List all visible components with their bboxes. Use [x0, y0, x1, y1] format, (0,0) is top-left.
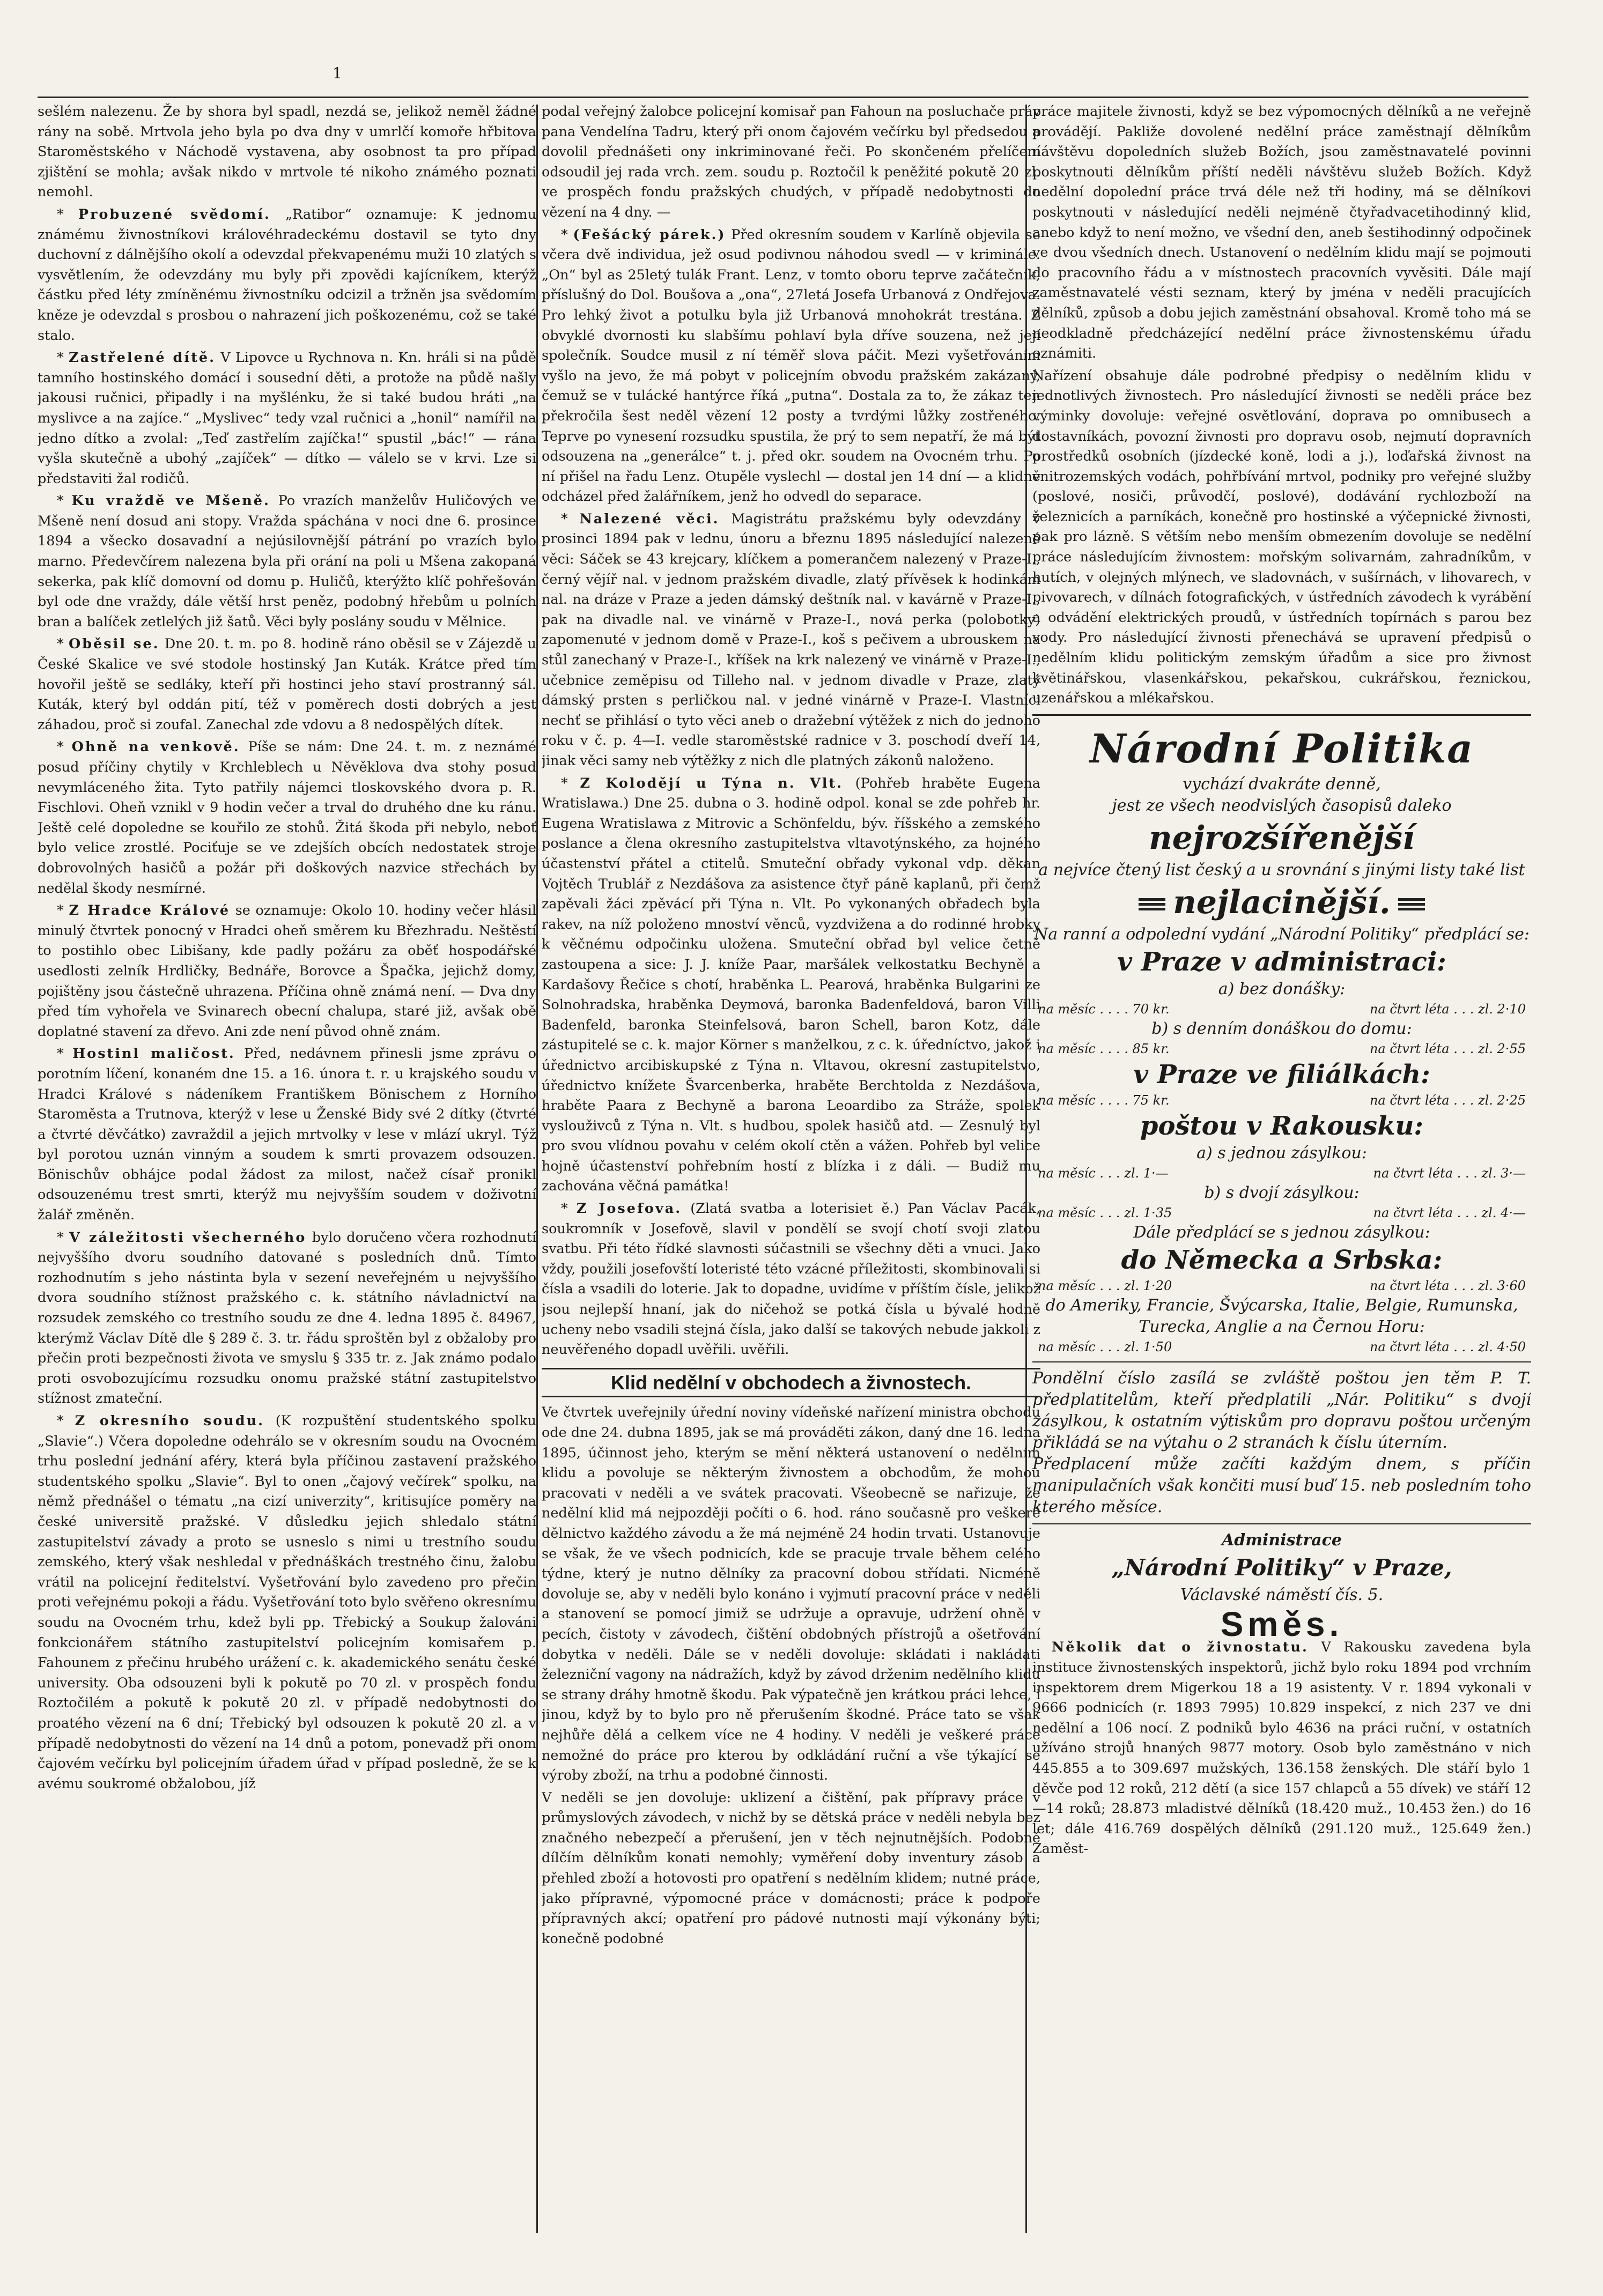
article-text: V Lipovce u Rychnova n. Kn. hráli si na půdě tamního hostinského domácí i sousední děti, a protože na půdě našly jakousi ručnici, připadly i na myšlénku, že si také budou hráti „na myslivce a na zajíce.“ „Myslivec“ tedy vzal ručnici a „honil“ namířil na jedno dítko a zvolal: „Teď zastřelím zajíčka!“ spustil „bác!“ — rána vyšla skutečně a ubohý „zajíček“ — dítko — válelo se v krvi. Lze si představiti žal rodičů.	[38, 350, 536, 487]
subscription-advert	[1032, 714, 1531, 1606]
section-headline: Klid nedělní v obchodech a živnostech.	[542, 1368, 1040, 1398]
article-paragraph: * Z Hradce Králové se oznamuje: Okolo 10. hodiny večer hlásil minulý čtvrtek ponocný v Hradci oheň směrem ku Březhradu. Neštěstí to postihlo obec Libišany, kde padly požáru za oběť hospodářské usedlosti zelník Hrdličky, Bednáře, Borovce a Špačka, jejichž domy, pojištěny jsou částečně uhrazena. Příčina ohně známá není. — Dva dny před tím vyhořela ve Svinarech obecní chalupa, staré již, avšak obě doplatné stavení za dřevo. Ani zde není původ ohně znám.	[38, 902, 536, 1040]
article-text: se oznamuje: Okolo 10. hodiny večer hlásil minulý čtvrtek ponocný v Hradci oheň směrem ku Březhradu. Neštěstí to postihlo obec Libišany, kde padly požáru za oběť hospodářské usedlosti zelník Hrdličky, Bednáře, Borovce a Špačka, jejichž domy, pojištěny jsou částečně uhrazena. Příčina ohně známá není. — Dva dny před tím vyhořela ve Svinarech obecní chalupa, staré již, avšak obě doplatné stavení za dřevo. Ani zde není původ ohně znám.	[38, 902, 536, 1040]
article-lead: Nalezené věci.	[579, 510, 720, 527]
article-lead: Z Kolodějí u Týna n. Vlt.	[580, 775, 844, 791]
price-row: na měsíc . . . zl. 1·20 na čtvrt léta . . . zl. 3·60	[1038, 1278, 1526, 1293]
article-paragraph	[38, 102, 536, 203]
article-text: bylo doručeno včera rozhodnutí nejvyššího dvoru soudního datované s posledních dnů. Tímto rozhodnutím s jeho nástinta byla v sezení neveřejném u nejvyššího dvora soudního stížnost pražského c. k. státního návladnictví na rozsudek zemského co trestního soudu ze dne 4. ledna 1895 č. 84967, kterýmž Václav Dítě dle § 289 č. 3. tr. řádu sproštěn byl z obžaloby pro přečin proti bezpečnosti života ve smyslu § 335 tr. z. Jak známo podalo proti osvobozujícímu rozsudku onomu pražské státní zastupitelstvo stížnost zmateční.	[38, 1229, 536, 1407]
article-paragraph: * Z Josefova. (Zlatá svatba a loterisiet ě.) Pan Václav Pacák, soukromník v Josefově, slavil v pondělí se svojí chotí svoji zlatou svatbu. Při této řídké slavnosti súčastnili se všechny děti a vnuci. Jako vždy, použili josefovští loteristé této vzácné příležitosti, skombinovali si čísla a vsadili do loterie. Jak to dopadne, uvidíme v příštím čísle, jelikož jsou nejlepší hnaní, jak do ničehož se potká čísla u bývalé hodně ucheny nebo vsadili stejná čísla, jako další se takových nebude jakkoli z neuvěřeného dopadl uvěřili. uvěřili.	[542, 1201, 1040, 1358]
article-text: Dne 20. t. m. po 8. hodině ráno oběsil se v Zájezdě u České Skalice ve své stodole hostinský Jan Kuták. Krátce před tím hovořil ještě se sedláky, kteří při hostinci jeho staví prostranný sál. Kuták, který byl oddán pití, též v poměrech dosti dobrých a jest záhadou, proč si zoufal. Zanechal zde vdovu a 8 nedospělých dítek.	[38, 636, 536, 733]
page-mark: 1	[333, 64, 342, 82]
article-text: Píše se nám: Dne 24. t. m. z neznámé posud příčiny chytily v Krchleblech u Něvěklova dva stohy posud nevymláceného žita. Tyto patřily nájemci tloskovského dvora p. R. Fischlovi. Oheň vznikl v 9 hodin večer a trval do druhého dne ku ránu. Ještě celé dopoledne se kouřilo ze stohů. Žitá škoda při nebylo, neboť bylo velice zrostlé. Pociťuje se ve zdejších obcích nedostatek stroje dobrovolných hasičů a požár při doškových nazvice střechách by nedělal škody nesmírné.	[38, 739, 536, 897]
advert-cheapest-text: nejlacinější.	[1173, 883, 1391, 921]
ornament-bars-icon	[1398, 898, 1425, 911]
article-paragraph: * (Fešácký párek.) Před okresním soudem v Karlíně objevila se včera dvě individua, jež osud podivnou náhodou svedl — v kriminále. „On“ byl as 25letý tulák Frant. Lenz, v tomto oboru teprve začátečník, příslušný do Dol. Boušova a „ona“, 27letá Josefa Urbanová z Ondřejova. Pro lehký život a potulku byla již Urbanová mnohokrát trestána. Z obvyklé dvornosti ku slabšímu pohlaví byla dříve souzena, než její společník. Soudce musil z ní téměř slova páčit. Mezi vyšetřováním vyšlo na jevo, že má pobyt v policejním obvodu pražském zakázaný, čemuž se v tulácké hantýrce říká „putna“. Dostala za to, že zákaz ten překročila šest neděl vězení 12 posty a tvrdými lůžky zostřeného. Teprve po vynesení rozsudku spustila, že prý to sem nepatří, že má být odsouzena na „generálce“ t. j. před okr. soudem na Ovocném trhu. Po ní přišel na řadu Lenz. Otupěle vyslechl — dostal jen 14 dní — a klidně odcházel před žalářníkem, jenž ho odvedl do separace.	[542, 226, 1040, 505]
article-paragraph: * Nalezené věci. Magistrátu pražskému byly odevzdány v prosinci 1894 pak v lednu, únoru a březnu 1895 následující nalezené věci: Sáček se 43 krejcary, klíčkem a pomerančem nalezený v Praze-I., černý vějíř nal. v jednom pražském divadle, zlatý přívěsek k hodinkám nal. na dráze v Praze a jeden dámský deštník nal. v kavárně v Praze-I., pak na divadle nal. ve vinárně v Praze-I., nová perka (polobotky) zapomenuté v jednom domě v Praze-I., koš s pečivem a ubrouskem na stůl zanechaný v Praze-I., kříšek na krk nalezený ve vinárně v Praze-I., učebnice zeměpisu od Tilleho nal. v jednom divadle v Praze, zlatý dámský prsten s perličkou nal. v jedné vinárně v Praze-I. Vlastníci nechť se přihlásí o tyto věci aneb o dražební výtěžek z nich do jednoho roku v č. p. 4—I. vedle staroměstské radnice v 3. poschodí dveří 14, jinak věci samy neb výtěžky z nich dle platných zákonů naloženo.	[542, 510, 1040, 769]
advert-line: a nejvíce čtený list český a u srovnání s jinými listy také list	[1038, 860, 1525, 879]
advert-headline-cheapest	[1032, 881, 1531, 924]
advert-admin-name: „Národní Politiky“ v Praze,	[1111, 1554, 1452, 1581]
article-paragraph	[1032, 1638, 1531, 1860]
advert-subsection: a) bez donášky:	[1218, 979, 1346, 998]
article-paragraph	[1032, 366, 1531, 709]
article-text: (Zlatá svatba a loterisiet ě.) Pan Václav Pacák, soukromník v Josefově, slavil v pondělí se svojí chotí svoji zlatou svatbu. Při této řídké slavnosti súčastnili se všechny děti a vnuci. Jako vždy, použili josefovští loteristé této vzácné příležitosti, skombinovali si čísla a vsadili do loterie. Jak to dopadne, uvidíme v příštím čísle, jelikož jsou nejlepší hnaní, jak do ničehož se potká čísla u bývalé hodně ucheny nebo vsadili stejná čísla, jako další se takových nebude jakkoli z neuvěřeného dopadl uvěřili. uvěřili.	[542, 1201, 1040, 1358]
column-3-articles	[1032, 102, 1531, 709]
advert-section: do Německa a Srbska:	[1121, 1245, 1443, 1275]
ornament-bars-icon	[1139, 898, 1165, 911]
article-text: Před, nedávnem přinesli jsme zprávu o porotním líčení, konaném dne 15. a 16. února t. r. u krajského soudu v Hradci Králové s nádeníkem Františkem Bönischem z Horního Staroměsta a Trutnova, kterýž v lese u Ženské Bidy své 2 dítky (čtvrté a čtvrté děvčátko) zavraždil a jejich mrtvolky v lese v mlází ukryl. Týž byl porotou uznán vinným a soudem k smrti provazem odsouzen. Bönischův obhájce podal žádost za milost, načež císař pronikl odsouzenému trest smrti, kterýž mu nejvyšším soudem v doživotní žalář změněn.	[38, 1046, 536, 1224]
article-paragraph	[542, 1788, 1040, 1950]
column-2	[542, 102, 1040, 2236]
article-lead: Hostinl maličost.	[72, 1046, 235, 1062]
article-lead: Z okresního soudu.	[75, 1413, 264, 1429]
advert-admin-address: Václavské náměstí čís. 5.	[1180, 1585, 1384, 1604]
advert-title: Národní Politika	[1089, 725, 1474, 772]
article-lead: Oběsil se.	[69, 636, 160, 653]
article-lead: Probuzené svědomí.	[78, 206, 271, 223]
section-title-smes: Směs.	[1220, 1604, 1343, 1643]
price-row: na měsíc . . . . 75 kr. na čtvrt léta . . . zl. 2·25	[1038, 1092, 1526, 1108]
advert-line: Dále předplácí se s jednou zásylkou:	[1133, 1223, 1430, 1242]
article-text: práce majitele živnosti, když se bez výpomocných dělníků a ne veřejně provádějí. Pakliže dovolené nedělní práce zaměstnají dělníkům návštěvu dopoledních služeb Božích, jsou zaměstnavatelé povinni poskytnouti dělníkům příští neděli návštěvu služeb Božích. Když nedělní dopolední práce trvá déle než tři hodiny, má se dělníkovi poskytnouti v následující neděli nejméně čtyřadvacetihodinný klid, anebo když to není možno, ve všední den, aneb šestihodinný odpočinek ve dvou všedních dnech. Ustanovení o nedělním klidu mají se pojmouti do pracovního řádu a v místnostech pracovních vyvěsiti. Dále mají zaměstnavatelé vésti seznam, který by jména v neděli pracujících dělníků, způsob a dobu jejich zaměstnání obsahoval. Kromě toho má se neodkladně předcházející nedělní práce živnostenskému úřadu oznámiti.	[1032, 103, 1531, 362]
article-paragraph: * Z Kolodějí u Týna n. Vlt. (Pohřeb hraběte Eugena Wratislawa.) Dne 25. dubna o 3. hodině odpol. konal se zde pohřeb hr. Eugena Wratislawa z Mitrovic a Schönfeldu, býv. říšského a zemského poslance a člena okresního zastupitelstva vltavotýnského, za hojného účastenství přátel a ctitelů. Smuteční obřady vykonal vdp. děkan Vojtěch Trublář z Nezdášova za asistence čtyř páně kaplanů, při čemž zapěvali žáci zpěvácí při Týna n. Vlt. Po vykonaných obřadech byla rakev, na níž položeno mnoství věnců, vyzdvižena a do rodinné hrobky k věčnému odpočinku uložena. Smuteční obřad byl velice četně zastoupena a sice: J. J. kníže Paar, maršálek velkostatku Bechyně a Kardašovy Řečice s chotí, hraběnka L. Pearová, hraběnka Bulgarini ze Solnohradska, hraběnka Deymová, baronka Badenfeldová, baron Villi Badenfeld, baronka Steinfelsová, baron Schell, baron Kotz, dále zástupitelé se c. k. major Körner s manželkou, z c. k. úředníctvo, jakož i úřednictvo arcibiskupské z Týna n. Vltavou, okresní zastupitelstvo, úřednictvo knížete Švarcenberka, hraběte Berchtolda z Nezdášova, hraběte Paara z Bechyně a barona Leoardibo za Stráže, spolek vyslouživců z Týna n. Vlt. s hudbou, spolek hasičů atd. — Zesnulý byl pro svou vlídnou povahu v celém okolí ctěn a vážen. Pohřeb byl velice hojně účastenství pohřebním hostí z blízka i z dáli. — Budiž mu zachována věčná památka!	[542, 775, 1040, 1195]
column-3	[1032, 102, 1531, 2236]
price-row: na měsíc . . . . 70 kr. na čtvrt léta . . . zl. 2·10	[1038, 1001, 1526, 1017]
article-lead: (Fešácký párek.)	[573, 226, 726, 243]
article-paragraph	[1032, 102, 1531, 364]
article-paragraph: * Probuzené svědomí. „Ratibor“ oznamuje: K jednomu známému živnostníkovi královéhradeckému dostavil se tyto dny duchovní z dálnějšího okolí a odevzdal překvapenému muži 10 zlatých s vysvětlením, že odevzdány mu byly při zpovědi kajícníkem, kterýž částku před léty zmíněnému živnostníku odcizil a tržněn jsa svědomím kněze je odevzdal s prosbou o nahrazení jich poškozenému, což se také stalo.	[38, 206, 536, 344]
article-lead: Z Josefova.	[576, 1201, 682, 1217]
price-row: na měsíc . . . zl. 1·— na čtvrt léta . . . zl. 3·—	[1038, 1165, 1526, 1181]
advert-subsection: b) s dvojí zásylkou:	[1204, 1183, 1360, 1202]
article-text: Nařízení obsahuje dále podrobné předpisy o nedělním klidu v jednotlivých živnostech. Pro následující živnosti se neděli práce bez výminky dovoluje: veřejné osvětlování, doprava po omnibusech a dostavníkách, povozní živnosti pro dopravu osob, nejmutí dopravních prostředků osobních (jízdecké koně, lodi a j.), loďařská živnost na vnitrozemských vodách, pohřbívání mrtvol, podniky pro veřejné služby (poslové, nosiči, průvodčí, poslové), dodávání rychlozboží na železnicích a parníkách, konečně pro hostinské a výčepnické živnosti, pak pro lázně. S větším nebo menším obmezením dovoluje se nedělní práce následujícím živnostem: mořským solivarnám, zahradníkům, v hutích, v olejných mlýnech, ve sladovnách, v sušírnách, v lihovarech, v pivovarech, v dílnách fotografických, v ústředních závodech k vyrábění a odvádění elektrických proudů, v ústředních topírnách s parou bez vody. Pro následující živnosti přenechává se upravení předpisů o nedělním klidu politickým zemským úřadům a sice pro živnost květinářskou, vlasenkářskou, pekařskou, cukrářskou, řeznickou, uzenářskou a mlékařskou.	[1032, 367, 1531, 707]
advert-rule	[1032, 1361, 1531, 1362]
article-text: podal veřejný žalobce policejní komisař pan Fahoun na posluchače práv pana Vendelína Tadru, který při onom čajovém večírku byl předsedou a dovolil přednášeti ony inkriminované řeči. Po skončeném přelíčení odsoudil jej rada vrch. zem. soudu p. Roztočil k peněžité pokutě 20 zl. ve prospěch fondu pražských chudých, v případě nedobytnosti do vězení na 4 dny. —	[542, 103, 1040, 220]
price-row: na měsíc . . . zl. 1·50 na čtvrt léta . . . zl. 4·50	[1038, 1339, 1526, 1354]
advert-subsection: a) s jednou zásylkou:	[1196, 1143, 1367, 1162]
article-text: Před okresním soudem v Karlíně objevila se včera dvě individua, jež osud podivnou náhodou svedl — v kriminále. „On“ byl as 25letý tulák Frant. Lenz, v tomto oboru teprve začátečník, příslušný do Dol. Boušova a „ona“, 27letá Josefa Urbanová z Ondřejova. Pro lehký život a potulku byla již Urbanová mnohokrát trestána. Z obvyklé dvornosti ku slabšímu pohlaví byla dříve souzena, než její společník. Soudce musil z ní téměř slova páčit. Mezi vyšetřováním vyšlo na jevo, že má pobyt v policejním obvodu pražském zakázaný, čemuž se v tulácké hantýrce říká „putna“. Dostala za to, že zákaz ten překročila šest neděl vězení 12 posty a tvrdými lůžky zostřeného. Teprve po vynesení rozsudku spustila, že prý to sem nepatří, že má být odsouzena na „generálce“ t. j. před okr. soudem na Ovocném trhu. Po ní přišel na řadu Lenz. Otupěle vyslechl — dostal jen 14 dní — a klidně odcházel před žalářníkem, jenž ho odvedl do separace.	[542, 226, 1040, 505]
advert-admin: Administrace	[1222, 1530, 1342, 1550]
article-paragraph: * Ku vraždě ve Mšeně. Po vrazích manželův Huličových ve Mšeně není dosud ani stopy. Vražda spáchána v noci dne 6. prosince 1894 a všecko dosavadní a nejúsilovnější pátrání po vrazích bylo marno. Předevčírem nalezena byla při orání na poli u Mšena zakopaná sekerka, pak klíč domovní od domu p. Huličů, kterýžto klíč pohřešován byl ode dne vraždy, dále větší hrst peněz, podobný hřebům u polních bran a balíček zetlelých již šatů. Věci byly poslány soudu v Mělnice.	[38, 493, 536, 630]
advert-section: poštou v Rakousku:	[1140, 1110, 1424, 1141]
article-paragraph: * V záležitosti všecherného bylo doručeno včera rozhodnutí nejvyššího dvoru soudního datované s posledních dnů. Tímto rozhodnutím s jeho nástinta byla v sezení neveřejném u nejvyššího dvora soudního stížnost pražského c. k. státního návladnictví na rozsudek zemského co trestního soudu ze dne 4. ledna 1895 č. 84967, kterýmž Václav Dítě dle § 289 č. 3. tr. řádu sproštěn byl z obžaloby pro přečin proti bezpečnosti života ve smyslu § 335 tr. z. Jak známo podalo proti osvobozujícímu rozsudku onomu pražské státní zastupitelstvo stížnost zmateční.	[38, 1229, 536, 1407]
article-lead: Několik dat o živnostatu.	[1052, 1639, 1309, 1656]
advert-line: do Ameriky, Francie, Švýcarska, Italie, Belgie, Rumunska, Turecka, Anglie a na Černou Horu:	[1045, 1295, 1518, 1336]
article-paragraph: * Hostinl maličost. Před, nedávnem přinesli jsme zprávu o porotním líčení, konaném dne 15. a 16. února t. r. u krajského soudu v Hradci Králové s nádeníkem Františkem Bönischem z Horního Staroměsta a Trutnova, kterýž v lese u Ženské Bidy své 2 dítky (čtvrté a čtvrté děvčátko) zavraždil a jejich mrtvolky v lese v mlází ukryl. Týž byl porotou uznán vinným a soudem k smrti provazem odsouzen. Bönischův obhájce podal žádost za milost, načež císař pronikl odsouzenému trest smrti, kterýž mu nejvyšším soudem v doživotní žalář změněn.	[38, 1046, 536, 1224]
price-row: na měsíc . . . zl. 1·35 na čtvrt léta . . . zl. 4·—	[1038, 1205, 1526, 1220]
article-paragraph: * Z okresního soudu. (K rozpuštění studentského spolku „Slavie“.) Včera dopoledne odehrálo se v okresním soudu na Ovocném trhu poslední jednání aféry, která byla příčinou zastavení pražského studentského spolku „Slavie“. Byl to onen „čajový večírek“ spolku, na němž přednášel o tématu „na cizí univerzity“, kritisujíce poměry na české universitě pražské. V důsledku jejich shledalo státní zastupitelství závady a proto se usneslo s nimi u trestního soudu zemského, který však neshledal v přednáškách trestného činu, žalobu vrátil na policejní ředitelství. Vyšetřování bylo zavedeno pro přečin proti veřejnému pokoji a řádu. Vyšetřování toto bylo svěřeno okresnímu soudu na Ovocném trhu, kdež byli pp. Třebický a Soukup žalováni fonkcionářem státního zastupitelství policejním komisařem p. Fahounem z přečinu hrubého urážení c. k. akademického senátu české university. Oba odsouzeni byli k pokutě po 70 zl. v prospěch fondu Roztočilém a pokutě k pokutě 20 zl. v případě nedobytnosti do proatého vězení na 6 dní; Třebický byl odsouzen k pokutě 20 zl. a v případě nedobytnosti do vězení na 14 dnů a potom, ponevadž při onom čajovém večírku byl policejním úřadem úřad v případ posledně, že se k avému soukromé obžalobou, jíž	[38, 1413, 536, 1792]
article-lead: Z Hradce Králové	[69, 902, 231, 919]
article-lead: Ohně na venkově.	[71, 739, 240, 756]
top-rule	[38, 97, 1528, 98]
article-paragraph	[542, 102, 1040, 223]
article-text: V Rakousku zavedena byla instituce živnostenských inspektorů, jichž bylo roku 1894 pod vrchním inspektorem drem Migerkou 18 a 19 asistenty. V r. 1894 vykonali v 9666 podnicích (r. 1893 7995) 10.829 inspekcí, z nich 237 ve dni nedělní a 106 nocí. Z podniků bylo 4636 na práci ruční, v ostatních užíváno strojů hnaných 9877 motory. Osob bylo zaměstnáno v nich 445.855 a to 309.697 mužských, 136.158 ženských. Dle stáří bylo 1 děvče pod 12 roků, 212 dětí (a sice 157 chlapců a 55 dívek) ve stáří 12—14 roků; 28.873 mladistvé dělníků (18.420 muž., 10.453 žen.) do 16 let; dále 416.769 dospělých dělníků (291.120 muž., 125.649 žen.) Zaměst-	[1032, 1639, 1531, 1857]
column-rule-1	[536, 105, 538, 2233]
article-paragraph	[542, 1403, 1040, 1786]
advert-note: Předplacení může začíti každým dnem, s příčin manipulačních však končiti musí buď 15. neb posledním toho kterého měsíce.	[1032, 1454, 1531, 1516]
article-paragraph: * Ohně na venkově. Píše se nám: Dne 24. t. m. z neznámé posud příčiny chytily v Krchleblech u Něvěklova dva stohy posud nevymláceného žita. Tyto patřily nájemci tloskovského dvora p. R. Fischlovi. Oheň vznikl v 9 hodin večer a trval do druhého dne ku ránu. Ještě celé dopoledne se kouřilo ze stohů. Žitá škoda při nebylo, neboť bylo velice zrostlé. Pociťuje se ve zdejších obcích nedostatek stroje dobrovolných hasičů a požár při doškových nazvice střechách by nedělal škody nesmírné.	[38, 739, 536, 897]
article-text: V neděli se jen dovoluje: uklizení a čištění, pak přípravy práce v průmyslových závodech, v nichž by se dětská práce v neděli nebyla bez značného nebezpečí a přerušení, jen v těch nejnutnějších. Podobně dílčím dělníkům konati nemohly; vyměření doby inventury zásob a přehled zboží a hotovosti pro opatření s nedělním klidem; nutné práce, jako přípravné, výpomocné práce v domácnosti; práce k podpoře přípravných akcí; opatření pro pádové nutnosti mají výkonány býti; konečně podobné	[542, 1789, 1040, 1947]
article-text: Ve čtvrtek uveřejnily úřední noviny vídeňské nařízení ministra obchodu ode dne 24. dubna 1895, jak se má prováděti zákon, daný dne 16. ledna 1895, účinnost jeho, kterým se mění některá ustanovení o nedělním klidu a povoluje se některým živnostem a obchodům, že mohou pracovati v neděli a ve svátek pracovati. Všeobecně se nařizuje, že nedělní klid má nejpozději počíti o 6. hod. ráno současně pro veškeré dělnictvo každého závodu a že má nejméně 24 hodin trvati. Ustanovuje se však, že ve všech podnicích, kde se pracuje trvale během celého týdne, který je nutno dělníky za pracovní dobou střídati. Nicméně dovoluje se, aby v neděli bylo konáno i vyjmutí pracovní práce v neděli a stanovení se pomocí jimiž se udržuje a opravuje, udržení ohně v pecích, čistoty v závodech, čištění obdobných přístrojů a ošetřování dobytka v neděli. Dále se v neděli dovoluje: skládati i nakládati železniční vagony na nádražích, když by závod drženim nedělního klidu se strany dráhy hmotně škodu. Pak výpatečně jen krátkou práci lehce, i jinou, když by to bylo pro ně přerušením škodné. Práce tato se však nejhůře dělá a celkem více ne 4 hodiny. V neděli je veškeré práce nemožné do práce pro kterou by odkládání ruční a vše týkající se výroby zboží, na trhu a podobné činnosti.	[542, 1404, 1040, 1784]
article-text: (Pohřeb hraběte Eugena Wratislawa.) Dne 25. dubna o 3. hodině odpol. konal se zde pohřeb hr. Eugena Wratislawa z Mitrovic a Schönfeldu, býv. říšského a zemského poslance a člena okresního zastupitelstva vltavotýnského, za hojného účastenství přátel a ctitelů. Smuteční obřady vykonal vdp. děkan Vojtěch Trublář z Nezdášova za asistence čtyř páně kaplanů, při čemž zapěvali žáci zpěvácí při Týna n. Vlt. Po vykonaných obřadech byla rakev, na níž položeno mnoství věnců, vyzdvižena a do rodinné hrobky k věčnému odpočinku uložena. Smuteční obřad byl velice četně zastoupena a sice: J. J. kníže Paar, maršálek velkostatku Bechyně a Kardašovy Řečice s chotí, hraběnka L. Pearová, hraběnka Bulgarini ze Solnohradska, hraběnka Deymová, baronka Badenfeldová, baron Villi Badenfeld, baronka Steinfelsová, baron Schell, baron Kotz, dále zástupitelé se c. k. major Körner s manželkou, z c. k. úředníctvo, jakož i úřednictvo arcibiskupské z Týna n. Vltavou, okresní zastupitelstvo, úřednictvo knížete Švarcenberka, hraběte Berchtolda z Nezdášova, hraběte Paara z Bechyně a barona Leoardibo za Stráže, spolek vyslouživců z Týna n. Vlt. s hudbou, spolek hasičů atd. — Zesnulý byl pro svou vlídnou povahu v celém okolí ctěn a vážen. Pohřeb byl velice hojně účastenství pohřebním hostí z blízka i z dáli. — Budiž mu zachována věčná památka!	[542, 775, 1040, 1195]
advert-line: jest ze všech neodvislých časopisů daleko	[1112, 796, 1452, 815]
article-lead: V záležitosti všecherného	[69, 1229, 307, 1246]
article-text: „Ratibor“ oznamuje: K jednomu známému živnostníkovi královéhradeckému dostavil se tyto dny duchovní z dálnějšího okolí a odevzdal překvapenému muži 10 zlatých s vysvětlením, že odevzdány mu byly při zpovědi kajícníkem, kterýž částku před léty zmíněnému živnostníku odcizil a tržněn jsa svědomím kněze je odevzdal s prosbou o nahrazení jich poškozenému, což se také stalo.	[38, 206, 536, 344]
advert-line: Na ranní a odpolední vydání „Národní Politiky“ předplácí se:	[1033, 924, 1530, 944]
advert-rule	[1032, 1523, 1531, 1524]
price-row: na měsíc . . . . 85 kr. na čtvrt léta . . . zl. 2·55	[1038, 1041, 1526, 1056]
advert-subsection: b) s denním donáškou do domu:	[1151, 1019, 1412, 1038]
article-text: Po vrazích manželův Huličových ve Mšeně není dosud ani stopy. Vražda spáchána v noci dne 6. prosince 1894 a všecko dosavadní a nejúsilovnější pátrání po vrazích bylo marno. Předevčírem nalezena byla při orání na poli u Mšena zakopaná sekerka, pak klíč domovní od domu p. Huličů, kterýžto klíč pohřešován byl ode dne vraždy, dále větší hrst peněz, podobný hřebům u polních bran a balíček zetlelých již šatů. Věci byly poslány soudu v Mělnice.	[38, 493, 536, 630]
article-text: Magistrátu pražskému byly odevzdány v prosinci 1894 pak v lednu, únoru a březnu 1895 následující nalezené věci: Sáček se 43 krejcary, klíčkem a pomerančem nalezený v Praze-I., černý vějíř nal. v jednom pražském divadle, zlatý přívěsek k hodinkám nal. na dráze v Praze a jeden dámský deštník nal. v kavárně v Praze-I., pak na divadle nal. ve vinárně v Praze-I., nová perka (polobotky) zapomenuté v jednom domě v Praze-I., koš s pečivem a ubrouskem na stůl zanechaný v Praze-I., kříšek na krk nalezený ve vinárně v Praze-I., učebnice zeměpisu od Tilleho nal. v jednom divadle v Praze, zlatý dámský prsten s perličkou nal. v jedné vinárně v Praze-I. Vlastníci nechť se přihlásí o tyto věci aneb o dražební výtěžek z nich do jednoho roku v č. p. 4—I. vedle staroměstské radnice v 3. poschodí dveří 14, jinak věci samy neb výtěžky z nich dle platných zákonů naloženo.	[542, 510, 1040, 769]
advert-section: v Praze v administraci:	[1117, 946, 1446, 977]
advert-note: Pondělní číslo zasílá se zvláště poštou jen těm P. T. předplatitelům, kteří předplatili „Nár. Politiku“ s dvojí zásylkou, k ostatním výtiskům pro dopravu poštou určeným přikládá se na výtahu o 2 stranách k číslu úterním.	[1032, 1368, 1531, 1452]
article-paragraph: * Zastřelené dítě. V Lipovce u Rychnova n. Kn. hráli si na půdě tamního hostinského domácí i sousední děti, a protože na půdě našly jakousi ručnici, připadly i na myšlénku, že si také budou hráti „na myslivce a na zajíce.“ „Myslivec“ tedy vzal ručnici a „honil“ namířil na jedno dítko a zvolal: „Teď zastřelím zajíčka!“ spustil „bác!“ — rána vyšla skutečně a ubohý „zajíček“ — dítko — válelo se v krvi. Lze si představiti žal rodičů.	[38, 350, 536, 487]
advert-line: vychází dvakráte denně,	[1183, 774, 1381, 794]
advert-section: v Praze ve filiálkách:	[1133, 1059, 1430, 1090]
article-paragraph: * Oběsil se. Dne 20. t. m. po 8. hodině ráno oběsil se v Zájezdě u České Skalice ve své stodole hostinský Jan Kuták. Krátce před tím hovořil ještě se sedláky, kteří při hostinci jeho staví prostranný sál. Kuták, který byl oddán pití, též v poměrech dosti dobrých a jest záhadou, proč si zoufal. Zanechal zde vdovu a 8 nedospělých dítek.	[38, 636, 536, 733]
column-1	[38, 102, 536, 2236]
article-text: (K rozpuštění studentského spolku „Slavie“.) Včera dopoledne odehrálo se v okresním soudu na Ovocném trhu poslední jednání aféry, která byla příčinou zastavení pražského studentského spolku „Slavie“. Byl to onen „čajový večírek“ spolku, na němž přednášel o tématu „na cizí univerzity“, kritisujíce poměry na české universitě pražské. V důsledku jejich shledalo státní zastupitelství závady a proto se usneslo s nimi u trestního soudu zemského, který však neshledal v přednáškách trestného činu, žalobu vrátil na policejní ředitelství. Vyšetřování bylo zavedeno pro přečin proti veřejnému pokoji a řádu. Vyšetřování toto bylo svěřeno okresnímu soudu na Ovocném trhu, kdež byli pp. Třebický a Soukup žalováni fonkcionářem státního zastupitelství policejním komisařem p. Fahounem z přečinu hrubého urážení c. k. akademického senátu české university. Oba odsouzeni byli k pokutě po 70 zl. v prospěch fondu Roztočilém a pokutě k pokutě 20 zl. v případě nedobytnosti do proatého vězení na 6 dní; Třebický byl odsouzen k pokutě 20 zl. a v případě nedobytnosti do vězení na 14 dnů a potom, ponevadž při onom čajovém večírku byl policejním úřadem úřad v případ posledně, že se k avému soukromé obžalobou, jíž	[38, 1413, 536, 1792]
article-lead: Zastřelené dítě.	[68, 350, 216, 366]
article-lead: Ku vraždě ve Mšeně.	[71, 493, 270, 509]
article-text: sešlém nalezenu. Že by shora byl spadl, nezdá se, jelikož neměl žádné rány na sobě. Mrtvola jeho byla po dva dny v umrlčí komoře hřbitova Staroměstského v Náchodě vystavena, aby osobnost ta pro případ zjištění se mohla; avšak nikdo v mrtvole té nikoho známého poznati nemohl.	[38, 103, 536, 201]
advert-headline: nejrozšířenější	[1149, 819, 1415, 857]
